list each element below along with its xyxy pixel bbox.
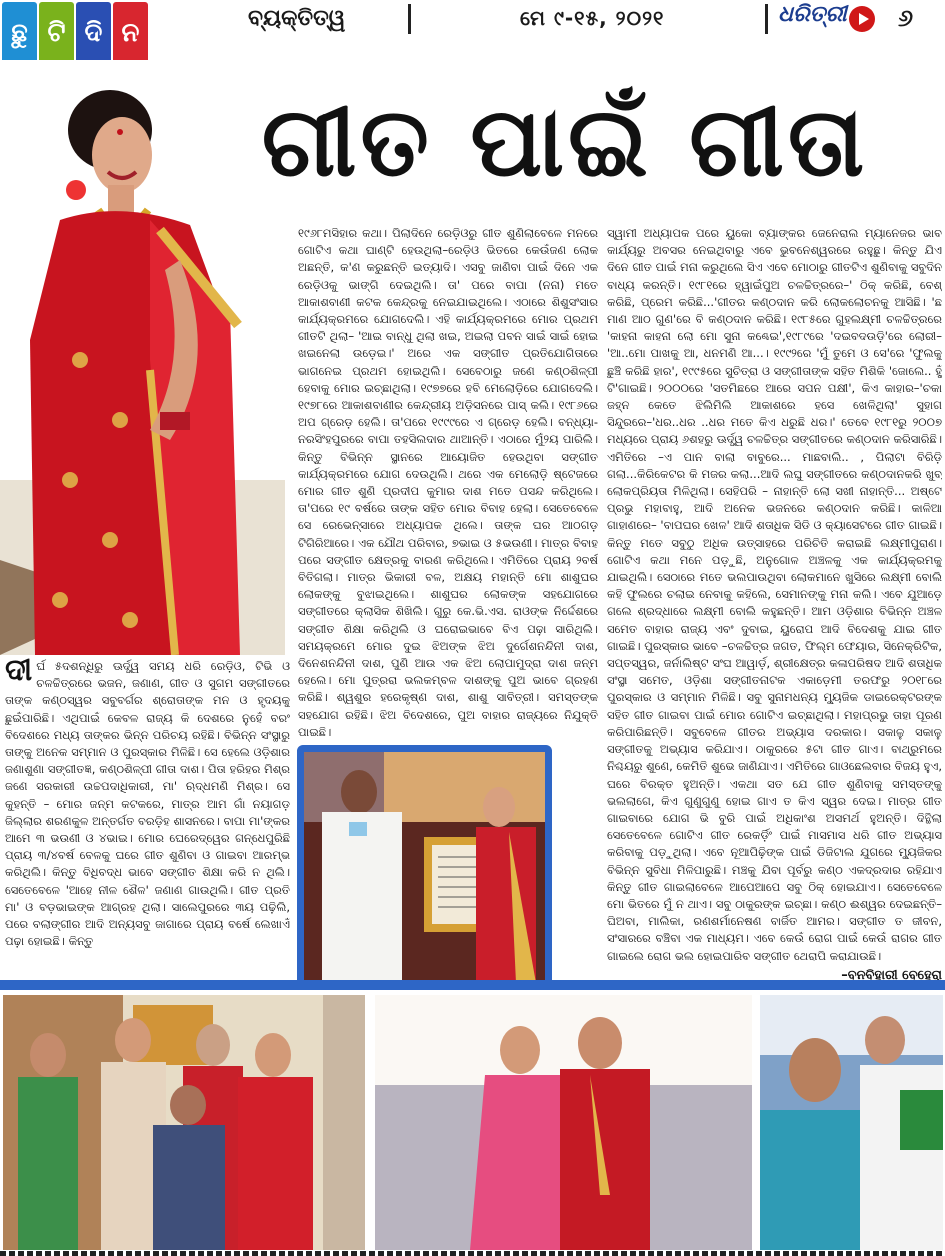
header-divider bbox=[765, 4, 768, 34]
brand-logo: ଧରିତ୍ରୀ bbox=[778, 2, 847, 27]
logo-tile: ନ bbox=[113, 2, 148, 64]
column-text: ସ୍ୱାମୀ ଅଧ୍ୟାପକ ପରେ ୟୁକୋ ବ୍ୟାଙ୍କର ଜେନେରାଲ ମ୍ୟାନେଜର ଭାବ କାର୍ଯ୍ୟରୁ ଅବସର ନେଇଥିବାରୁ ଏବେ ଭୁବନେଶ୍ୱରରେ ରହୁଛୁ। କିନ୍ତୁ ଯିଏ ଦିନେ ଗୀତ ପାଇଁ ମନା କରୁଥିଲେ ସିଏ ଏବେ ମୋଠାରୁ ଗୀତଟିଏ ଶୁଣିବାକୁ ସବୁଦିନ ବାଧ୍ୟ କରନ୍ତି। ୧୯୮୧ରେ ହ୍ୱାଇଁପୁଅ ଚଳଚ୍ଚିତ୍ରରେ–' ଠିକ୍ କରିଛି, ବେଶ୍ କରିଛି, ପ୍ରେମ କରିଛି...'ଗୀତର କଣ୍ଠଦାନ କରି ଲୋକଲୋଚନକୁ ଆସିଛି। 'ଛ ମାଣ ଆଠ ଗୁଣ'ରେ ବି କଣ୍ଠଦାନ କରିଛି। ୧୯୮୫ରେ ଗୁହଲକ୍ଷ୍ମୀ ଚଳଚ୍ଚିତ୍ରରେ 'କାହନା କାହନା ଲୋ ମୋ ସୁନା କଣ୍ଢେଇ',୧୯୮୯ରେ 'ଦଇବଦଉଡ଼ି'ରେ ଲୋରୀ– 'ଆ..ମୋ ପାଖକୁ ଆ, ଧନମଣି ଆ...। ୧୯୯୨ରେ 'ମୁଁ ତୁମେ ଓ ସେ'ରେ 'ଫୁଲକୁ ଛୁଞ୍ଚି କରିଛି ହାର', ୧୯୯୫ରେ ସୁଚିତ୍ରା ଓ ସଙ୍ଗୀତାଙ୍କ ସହିତ ମିଶିକି 'ଜୋଲେ.. ହୁଁ ଟି'ଗାଇଛି। ୨୦୦୦ରେ 'ସତମିଛରେ ଆରେ ସପନ ପକ୍ଷୀ', କିଏ କାହାର–'ଚକା ଜହ୍ନ କେତେ ଝିଲିମିଲି ଆକାଶରେ ହସେ ଖେଳିଥିଲା' ସୁହାଗ ସିନ୍ଦୁରରେ–'ଧର..ଧର ..ଧର ମତେ କିଏ ଧରୁଛି ଧର।' ତେବେ ୧୯୮୧ରୁ ୨୦୦୭ ମଧ୍ୟରେ ପ୍ରାୟ ୬ଶହରୁ ଊର୍ଦ୍ଧ୍ୱ ଚଳଚ୍ଚିତ୍ର ସଙ୍ଗୀତରେ କଣ୍ଠଦାନ କରିସାରିଛି। ଏମିତିରେ –ଏ ପାନ ବାଲା ବାବୁରେ... ମାଛବାଲି.. , ପିଲାଟା ବିରିଡ଼ି ଗଲା...କିରିକେଟର କି ମଜର କଲା...ଆଦି ଲଘୁ ସଙ୍ଗୀତରେ କଣ୍ଠଦାନକରି ଖୁବ୍ ଲୋକପ୍ରିୟତା ମିଳିଥିଲା। ସେହିପରି – ନାହାନ୍ତି ଲୋ ସଖୀ ନାହାନ୍ତି... ଅଷ୍ଟେ ପ୍ରଭୁ ମହାବାହୁ, ଆଦି ଅନେକ ଭଜନରେ କଣ୍ଠଦାନ କରିଛି। କାଳିଆ ଗାହାଣରେ– 'ବାପଘର ଖେଳ' ଆଦି ଶତାଧିକ ସିଡି ଓ କ୍ୟାସେଟରେ ଗୀତ ଗାଇଛି। କିନ୍ତୁ ମତେ ସବୁଠୁ ଅଧିକ ଉତ୍ସାହରେ ପରିଚିତି କରାଇଛି ଲକ୍ଷ୍ମୀପୁରାଣ। ଗୋଟିଏ କଥା ମନେ ପଡ଼ୁଛି, ଅନୁଗୋଳ ଅଞ୍ଚଳକୁ ଏକ କାର୍ଯ୍ୟକ୍ରମକୁ ଯାଇଥିଲି। ସେଠାରେ ମତେ ଭଲପାଉଥିବା ଲୋକମାନେ ଖୁସିରେ ଲକ୍ଷ୍ମୀ ବୋଲି କହି ଫୁଲରେ ଚଲାଇ ନେବାକୁ କହିଲେ, ସେମାନଙ୍କୁ ମନା କଲି। ଏବେ ଯୁଆଡ଼େ ଗଲେ ଶ୍ରଦ୍ଧାରେ ଲକ୍ଷ୍ମୀ ବୋଲି କହୁଛନ୍ତି। ଆମ ଓଡ଼ିଶାର ବିଭିନ୍ନ ଅଞ୍ଚଳ ସମେତ ବାହାର ରାଜ୍ୟ ଏବଂ ଦୁବାଇ, ୟୁରୋପ ଆଦି ବିଦେଶକୁ ଯାଇ ଗୀତ ଗାଇଛି। ପୁରସ୍କାର ଭାବେ –ଚଳଚ୍ଚିତ୍ର ଜଗତ, ଫିଲ୍ମ ଫେୟାର, ସିନେକ୍ରିଟିକ, ସପ୍ତସ୍ୱର, ଜର୍ନାଲିଷ୍ଟ ସଂଘ ଆୱାର୍ଡ଼, ଶ୍ରୀକ୍ଷେତ୍ର କଳାପରିଷଦ ଆଦି ଶତାଧିକ ସଂସ୍ଥା ସମେତ, ଓଡ଼ିଶା ସଙ୍ଗୀତନାଟକ ଏକାଡ଼େମୀ ତରଫରୁ ୨୦୧୮ରେ ପୁରସ୍କାର ଓ ସମ୍ମାନ ମିଳିଛି। ସବୁ ସୁନାମଧନ୍ୟ ମ୍ୟୁଜିକ ଡାଇରେକ୍ଟରଙ୍କ ସହିତ ଗୀତ ଗାଇବା ପାଇଁ ମୋର ଗୋଟିଏ ଇଚ୍ଛାଥିଲା। ମହାପ୍ରଭୁ ତାହା ପୂରଣ କରିପାରିଛନ୍ତି। ସବୁବେଳେ ଗୀତର ଅଭ୍ୟାସ ଦରକାର। ସକାଳୁ ସକାଳୁ ସଙ୍ଗୀତକୁ ଅଭ୍ୟାସ କରିଯାଏ। ଠାକୁରରେ ୫ଟା ଗୀତ ଗାଏ। ବାଥ୍ରୁମରେ ନିଶ୍ଚୟରୁ ଶୁଣେ, କେମିତି ଶୁଭେ ଜାଣିଯାଏ। ଏମିତିରେ ଗାଓଛେଲବାର ବିଜୟ ହୁଏ, ଘରେ ବିରକ୍ତ ହୁଅନ୍ତି। ଏକଥା ସତ ଯେ ଗୀତ ଶୁଣିବାକୁ ସମସ୍ତଙ୍କୁ ଭଲଲାଗେ, କିଏ ଗୁଣୁଗୁଣୁ ହୋଇ ଗାଏ ତ କିଏ ସ୍ୱର ଦେଇ। ମାତ୍ର ଗୀତ ଗାଇବାରେ ଯୋଗ ଭି ବୁରି ପାଇଁ ଅଧିକାଂଶ ଅସମର୍ଥ ହୁଅନ୍ତି। ଦିନ୍ଥିଲା ସେତେବେଳେ ଗୋଟିଏ ଗୀତ ରେକର୍ଡ଼ିଂ ପାଇଁ ମାସମାସ ଧରି ଗୀତ ଅଭ୍ୟାସ କରିବାକୁ ପଡ଼ୁଥିଲା। ଏବେ ନୂଆପିଢ଼ିଙ୍କ ପାଇଁ ଡିଜିଟାଲ ଯୁଗରେ ମ୍ୟୁଜିକର ବିଭିନ୍ନ ସୁବିଧା ମିଳିପାରୁଛି। ମଞ୍ଚକୁ ଯିବା ପୂର୍ବରୁ କଣ୍ଠ ଏକଦ୍ରଦାର ରହିଯାଏ କିନ୍ତୁ ଗୀତ ଗାଇଲାବେଳେ ଆପେଆପେ ସବୁ ଠିକ୍ ହୋଇଯାଏ। ସେତେବେଳେ ମୋ ଭିତରେ ମୁଁ ନ ଥାଏ। ସବୁ ଠାକୁରଙ୍କ ଇଚ୍ଛା। କଣ୍ଠ ଈଶ୍ୱର ଦେଇଛନ୍ତି– ଘିଅବା, ମାଲିକା, ରଣଶର୍ମାନେଷଣ ବାର୍ଜିତ ଆମର। ସଙ୍ଗୀତ ତ ଜୀବନ, ସଂସାରରେ ବଞ୍ଚିବା ଏକ ମାଧ୍ୟମ। ଏବେ କେଉଁ ରୋଗ ପାଇଁ କେଉଁ ରାଗର ଗୀତ ଗାଇଲେ ରୋଗ ଭଲ ହୋଇପାରିବ ସଙ୍ଗୀତ ଥେରାପି କରାଯାଉଛି। bbox=[607, 226, 942, 963]
article-column-1 bbox=[5, 658, 290, 976]
headline: ଗୀତ ପାଇଁ ଗୀତା bbox=[261, 86, 869, 198]
couple-photo bbox=[375, 995, 752, 1250]
article-column-3 bbox=[607, 225, 942, 980]
play-icon bbox=[849, 6, 875, 32]
logo-tile: ଛୁ bbox=[2, 2, 37, 64]
logo-tile: ଦି bbox=[76, 2, 111, 64]
header-divider bbox=[408, 4, 411, 34]
page-number: ୬ bbox=[898, 4, 914, 32]
section-logo bbox=[2, 2, 148, 64]
drop-cap: ଦୀ bbox=[5, 658, 33, 688]
divider-bar bbox=[0, 980, 945, 990]
award-photo bbox=[297, 745, 552, 990]
article-column-2: ୧୯୬୮ମସିହାର କଥା। ପିଲାଦିନେ ରେଡ଼ିଓରୁ ଗୀତ ଶୁଣିଲାବେଳେ ମନରେ ଗୋଟିଏ କଥା ଘାଣ୍ଟି ହେଉଥିଲା–ରେଡ଼ିଓ ଭିତରେ କେଉଁଜଣ ଲୋକ ଅଛନ୍ତି, କ'ଣ କରୁଛନ୍ତି ଇତ୍ୟାଦି। ଏସବୁ ଜାଣିବା ପାଇଁ ଦିନେ ଏକ ରେଡ଼ିଓକୁ ଭାଙ୍ଗି ଦେଇଥିଲି। ତା' ପରେ ବାପା (ନନା) ମତେ ଆକାଶବାଣୀ କଟକ କେନ୍ଦ୍ରକୁ ନେଇଯାଇଥିଲେ। ଏଠାରେ ଶିଶୁସଂସାର କାର୍ଯ୍ୟକ୍ରମରେ ଯୋଗଦେଲି। ଏହି କାର୍ଯ୍ୟକ୍ରମରେ ମୋର ପ୍ରଥମ ଗୀତଟି ଥିଲା– 'ଆଇ ବାନ୍ଧୁ ଥିଲା ଖଇ, ଅଇଲା ପବନ ସାଇଁ ସାଇଁ ହୋଇ ଖଇନେଲା ଉଡ଼େଇ।' ଅରେ ଏକ ସଙ୍ଗୀତ ପ୍ରତିଯୋଗିତାରେ ଭାଗନେଇ ପ୍ରଥମ ହୋଇଥିଲି। ସେବେଠାରୁ ଜଣେ କଣ୍ଠଶିଳ୍ପୀ ହେବାକୁ ମୋର ଇଚ୍ଛାଥିଲା। ୧୯୭୭ରେ ହବି ମେଲୋଡ଼ିରେ ଯୋଗଦେଲି। ୧୯୭୮ରେ ଆକାଶବାଣୀର କେନ୍ଦ୍ରୀୟ ଅଡ଼ିସନରେ ପାସ୍ କଲି। ୧୯୮୬ରେ ଅପ ଗ୍ରେଡ଼ ହେଲି। ତା'ପରେ ୧୯୯୯ରେ ଏ ଗ୍ରେଡ଼ ହେଲି। ବନ୍ଧ୍ୟା-ନରସିଂହପୁରରେ ବାପା ତହସିଲଦାର ଥାଆନ୍ତି। ଏଠାରେ ମୁଁ୨ୟ ପାରିଲି। କିନ୍ତୁ ବିଭିନ୍ନ ସ୍ଥାନରେ ଆୟୋଜିତ ହେଉଥିବା ସଙ୍ଗୀତ କାର୍ଯ୍ୟକ୍ରମରେ ଯୋଗ ଦେଉଥିଲି। ଥରେ ଏକ ମେଲୋଡ଼ି ଷ୍ଟେଜରେ ମୋର ଗୀତ ଶୁଣି ପ୍ରଦୀପ କୁମାର ଦାଶ ମତେ ପସନ୍ଦ କରିଥିଲେ। ତା'ପରେ ୧୯ ବର୍ଷରେ ତାଙ୍କ ସହିତ ମୋର ବିବାହ ହେଲା। ସେତେବେଳେ ସେ ରେଭେନ୍ସାରେ ଅଧ୍ୟାପକ ଥିଲେ। ତାଙ୍କ ଘର ଆଠଗଡ଼ ଟିଗିରିଆରେ। ଏକ ଯୌଥ ପରିବାର, ୭ଭାଇ ଓ ୫ଭଉଣୀ। ମାତ୍ର ବିବାହ ପରେ ସଙ୍ଗୀତ କ୍ଷେତ୍ରକୁ ବାରଣ କରିଥିଲେ। ଏମିତିରେ ପ୍ରାୟ ୨ବର୍ଷ ବିତିଗଲା। ମାତ୍ର ଭିକାରୀ ବଳ, ଅକ୍ଷୟ ମହାନ୍ତି ମୋ ଶାଶୁଘର ଲୋକଙ୍କୁ ବୁଝାଇଥିଲେ। ଶାଶୁଘର ଲୋକଙ୍କ ସହଯୋଗରେ ସଙ୍ଗୀତରେ କ୍ଲାସିକ ଶିଖିଲି। ଗୁରୁ କେ.ଭି.ଏସ. ରାଓଙ୍କ ନିର୍ଦ୍ଦେଶରେ ସଙ୍ଗୀତ ଶିକ୍ଷା କରିଥିଲି ଓ ଘରୋଇଭାବେ ବିଏ ପଢ଼ା ସାରିଥିଲି। ସମୟକ୍ରମେ ମୋର ଦୁଇ ଝିଅଙ୍କ ଝିଅ ଦୁର୍ଗେଶନନ୍ଦିନୀ ଦାଶ, ଦିନେଶନନ୍ଦିନୀ ଦାଶ, ପୁଣି ଆଉ ଏକ ଝିଅ ଲୋପାମୁଦ୍ରା ଦାଶ ଜନ୍ମ ହେଲେ। ମୋ ପୁତ୍ରରା ଭଲକମ୍ବଳ ଦାଶଙ୍କୁ ପୁଅ ଭାବେ ଗ୍ରହଣ କରିଛି। ଶ୍ୱଶୁର ହରେକୃଷ୍ଣ ଦାଶ, ଶାଶୁ ସାବିତ୍ରୀ। ସମସ୍ତଙ୍କ ସହଯୋଗ ରହିଛି। ଝିଅ ବିଦେଶରେ, ପୁଅ ବାହାର ରାଜ୍ୟରେ ନିଯୁକ୍ତି ପାଇଛି। bbox=[298, 226, 598, 739]
issue-date: ମେ ୯-୧୫, ୨୦୨୧ bbox=[520, 6, 665, 30]
section-title: ବ୍ୟକ୍ତିତ୍ୱ bbox=[248, 6, 346, 31]
column-text: ର୍ଘ ୫ଦଶନ୍ଧିରୁ ଊର୍ଦ୍ଧ୍ୱ ସମୟ ଧରି ରେଡ଼ିଓ, ଟିଭି ଓ ଚଳଚ୍ଚିତ୍ରରେ ଭଜନ, ଜଣାଣ, ଗୀତ ଓ ସୁଗମ ସଙ୍ଗୀତରେ ତାଙ୍କ କଣ୍ଠସ୍ୱର ସବୁବର୍ଗର ଶ୍ରୋତାଙ୍କ ମନ ଓ ହୃଦୟକୁ ଛୁଇଁପାରିଛି। ଏଥିପାଇଁ କେବଳ ରାଜ୍ୟ କି ଦେଶରେ ନୁହେଁ ବରଂ ବିଦେଶରେ ମଧ୍ୟ ତାଙ୍କର ଭିନ୍ନ ପରିଚୟ ରହିଛି। ବିଭିନ୍ନ ସଂସ୍ଥାରୁ ତାଙ୍କୁ ଅନେକ ସମ୍ମାନ ଓ ପୁରସ୍କାର ମିଳିଛି। ସେ ହେଲେ ଓଡ଼ିଶାର ଜଣାଶୁଣା ସଙ୍ଗୀତଜ୍ଞ, କଣ୍ଠଶିଳ୍ପୀ ଗୀତା ଦାଶ। ପିତା ହରିହର ମିଶ୍ର ଜଣେ ସରକାରୀ ଉଚ୍ଚପଦାଧିକାରୀ, ମା' ଋଦ୍ଧମଣି ମିଶ୍ର। ସେ କୁହନ୍ତି – ମୋର ଜନ୍ମ କଟକରେ, ମାତ୍ର ଆମ ଗାଁ ନୟାଗଡ଼ ଜିଲ୍ଲାର ଶରଣକୁଳ ଅନ୍ତର୍ଗତ ବରଡ଼ିହ ଶାସନରେ। ବାପା ମା'ଙ୍କର ଆମେ ୩ ଭଉଣୀ ଓ ୪ଭାଇ। ମୋର ଘେରେଦ୍ୱେର ଗନ୍ଧେପୁରିଛି ପ୍ରାୟ ୩/୪ବର୍ଷ ବେଳକୁ ଘରେ ଗୀତ ଶୁଣିବା ଓ ଗାଇବା ଆରମ୍ଭ କରିଥିଲି। କିନ୍ତୁ ବିଧିବଦ୍ଧ ଭାବେ ସଙ୍ଗୀତ ଶିକ୍ଷା କରି ନ ଥିଲି। ସେତେବେଳେ 'ଆହେ ନୀଳ ଶୈଳ' ଜଣାଣ ଗାଉଥିଲି। ଗୀତ ପ୍ରତି ମା' ଓ ବଡ଼ଭାଇଙ୍କ ଆଗ୍ରହ ଥିଲା। ସାଲେପୁରରେ ୩ୟ ପଢ଼ିଲି, ପରେ ବଲାଙ୍ଗୀର ଆଦି ଅନ୍ୟସବୁ ଜାଗାରେ ପ୍ରାୟ ବର୍ଷେ ଲେଖାଏଁ ପଢ଼ା ହୋଇଛି। କିନ୍ତୁ bbox=[5, 659, 290, 949]
family-photo bbox=[3, 995, 365, 1250]
son-photo bbox=[760, 995, 943, 1250]
logo-tile: ଟି bbox=[39, 2, 74, 64]
footer-rule bbox=[0, 1251, 945, 1256]
byline: –ବନବିହାରୀ ବେହେରା bbox=[841, 967, 942, 980]
lead-photo bbox=[0, 60, 285, 655]
masthead bbox=[0, 0, 945, 68]
